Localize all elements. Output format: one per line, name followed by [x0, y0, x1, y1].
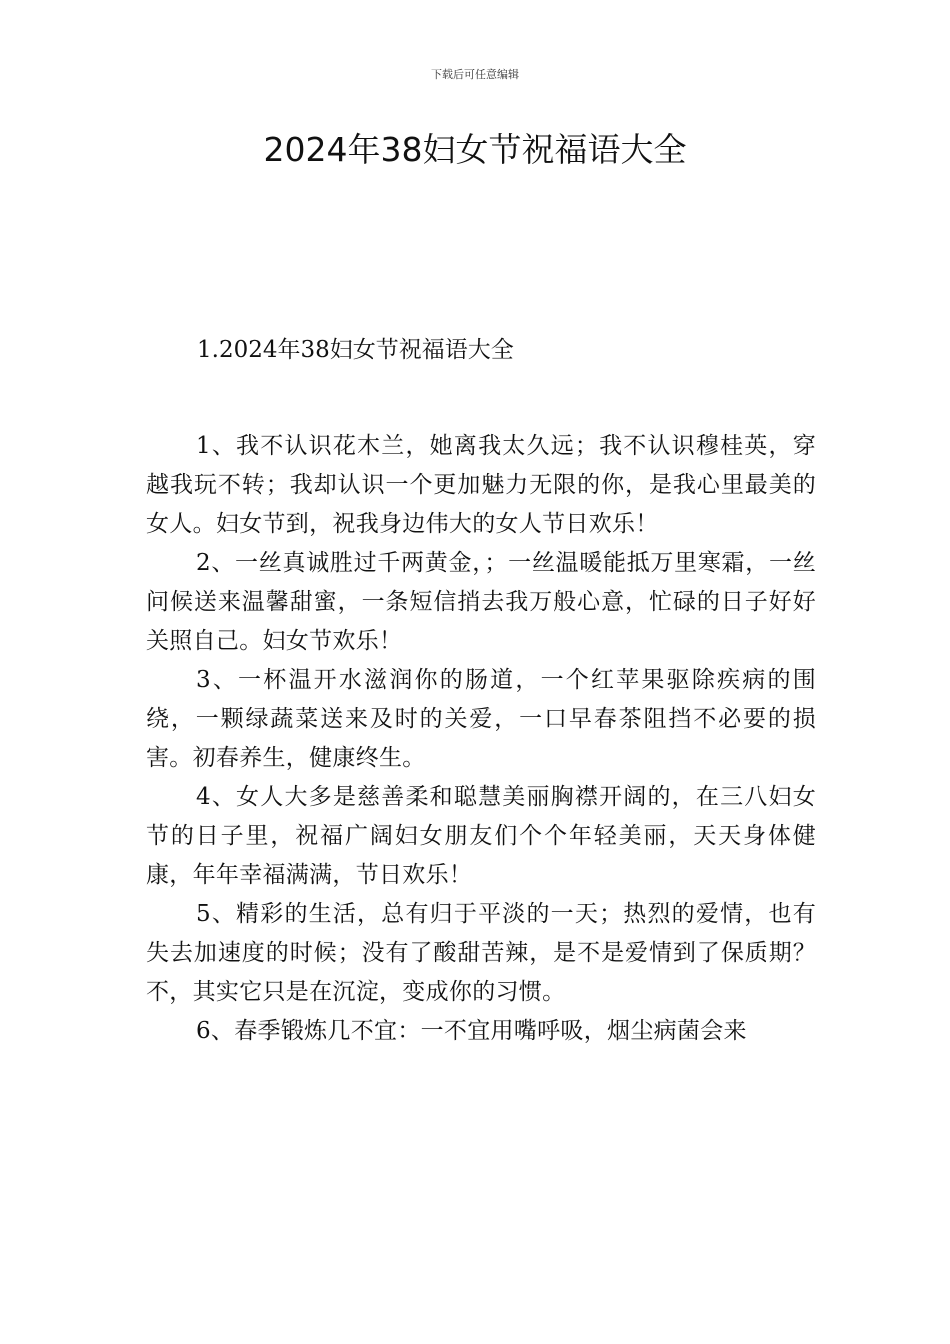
document-body [146, 427, 816, 1051]
paragraph-5: 5、精彩的生活，总有归于平淡的一天；热烈的爱情，也有失去加速度的时候；没有了酸甜苦辣，是不是爱情到了保质期？不，其实它只是在沉淀，变成你的习惯。 [146, 901, 816, 1005]
paragraph-1: 1、我不认识花木兰，她离我太久远；我不认识穆桂英，穿越我玩不转；我却认识一个更加魅力无限的你，是我心里最美的女人。妇女节到，祝我身边伟大的女人节日欢乐！ [146, 433, 816, 537]
header-note: 下载后可任意编辑 [431, 68, 519, 81]
document-title: 2024年38妇女节祝福语大全 [263, 130, 687, 169]
paragraph-4: 4、女人大多是慈善柔和聪慧美丽胸襟开阔的，在三八妇女节的日子里，祝福广阔妇女朋友们个个年轻美丽，天天身体健康，年年幸福满满，节日欢乐！ [146, 784, 816, 888]
paragraph-2: 2、一丝真诚胜过千两黄金，；一丝温暖能抵万里寒霜，一丝问候送来温馨甜蜜，一条短信捎去我万般心意，忙碌的日子好好关照自己。妇女节欢乐！ [146, 550, 816, 654]
paragraph-6: 6、春季锻炼几不宜：一不宜用嘴呼吸，烟尘病菌会来 [196, 1018, 747, 1044]
section-heading: 1.2024年38妇女节祝福语大全 [197, 337, 514, 363]
paragraph-3: 3、一杯温开水滋润你的肠道，一个红苹果驱除疾病的围绕，一颗绿蔬菜送来及时的关爱，一口早春茶阻挡不必要的损害。初春养生，健康终生。 [146, 667, 816, 771]
